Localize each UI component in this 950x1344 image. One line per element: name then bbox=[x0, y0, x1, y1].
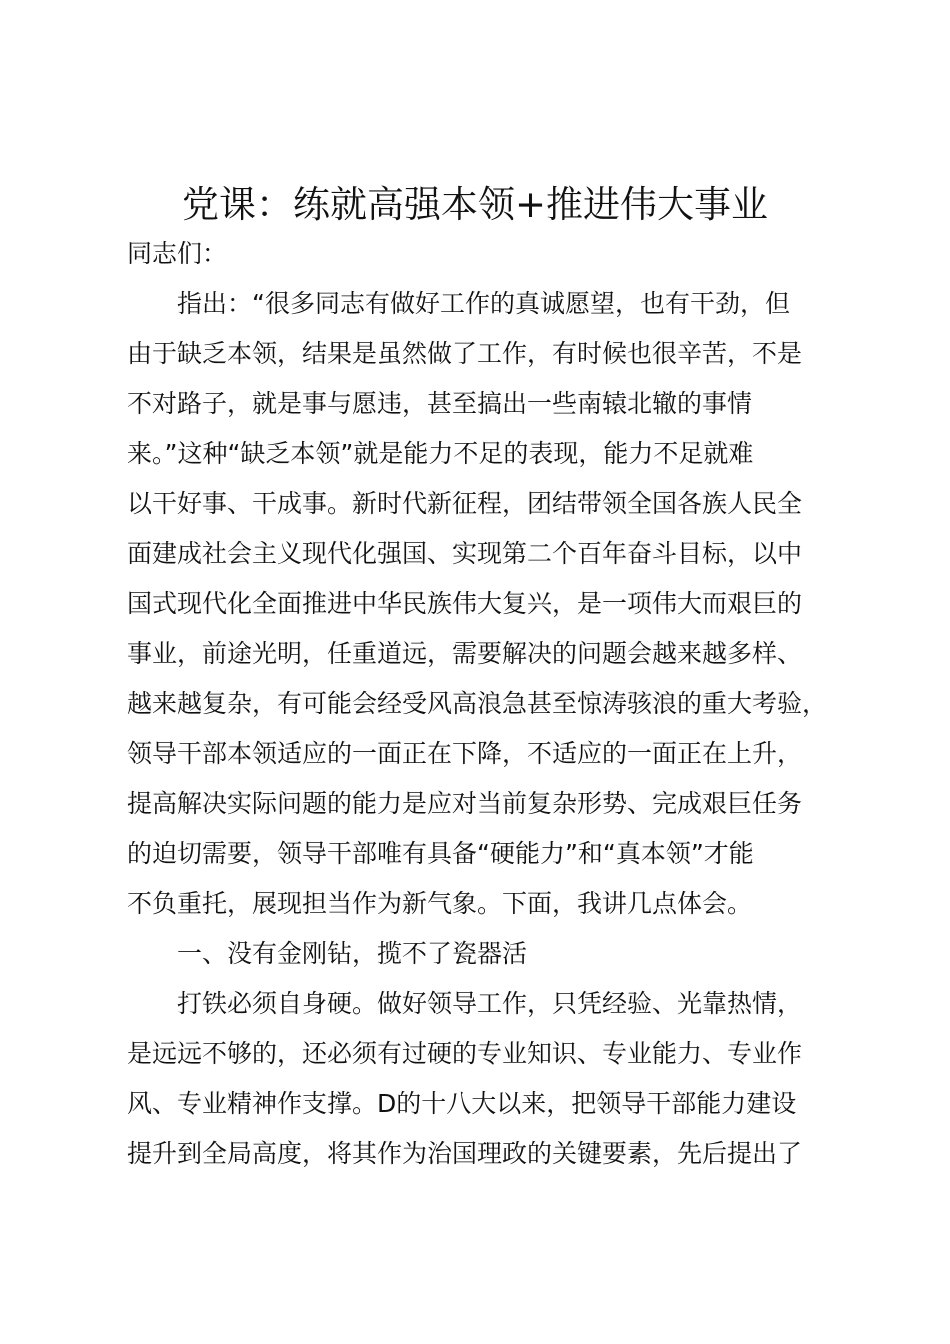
paragraph-line: 由于缺乏本领，结果是虽然做了工作，有时候也很辛苦，不是 bbox=[127, 339, 803, 368]
paragraph-line: 指出：“很多同志有做好工作的真诚愿望，也有干劲，但 bbox=[177, 289, 790, 318]
paragraph-line: 不负重托，展现担当作为新气象。下面，我讲几点体会。 bbox=[127, 889, 753, 918]
paragraph-line: 面建成社会主义现代化强国、实现第二个百年奋斗目标，以中 bbox=[127, 539, 803, 568]
paragraph-line: 来。”这种“缺乏本领”就是能力不足的表现，能力不足就难 bbox=[127, 439, 754, 468]
paragraph-line: 打铁必须自身硬。做好领导工作，只凭经验、光靠热情， bbox=[177, 989, 803, 1018]
paragraph-line: 是远远不够的，还必须有过硬的专业知识、专业能力、专业作 bbox=[127, 1039, 803, 1068]
paragraph-line: 领导干部本领适应的一面正在下降，不适应的一面正在上升， bbox=[127, 739, 803, 768]
paragraph-line: 国式现代化全面推进中华民族伟大复兴，是一项伟大而艰巨的 bbox=[127, 589, 803, 618]
paragraph-line: 提升到全局高度，将其作为治国理政的关键要素，先后提出了 bbox=[127, 1139, 803, 1168]
paragraph-line: 以干好事、干成事。新时代新征程，团结带领全国各族人民全 bbox=[127, 489, 803, 518]
paragraph-line: 不对路子，就是事与愿违，甚至搞出一些南辕北辙的事情 bbox=[127, 389, 753, 418]
paragraph-line: 提高解决实际问题的能力是应对当前复杂形势、完成艰巨任务 bbox=[127, 789, 803, 818]
paragraph-line: 的迫切需要，领导干部唯有具备“硬能力”和“真本领”才能 bbox=[127, 839, 754, 868]
paragraph-line: 越来越复杂，有可能会经受风高浪急甚至惊涛骇浪的重大考验， bbox=[127, 689, 828, 718]
paragraph-line: 风、专业精神作支撑。D的十八大以来，把领导干部能力建设 bbox=[127, 1089, 797, 1118]
paragraph-line: 事业，前途光明，任重道远，需要解决的问题会越来越多样、 bbox=[127, 639, 803, 668]
salutation: 同志们： bbox=[127, 239, 228, 268]
section-heading: 一、没有金刚钻，揽不了瓷器活 bbox=[177, 939, 528, 968]
document-title: 党课：练就高强本领+推进伟大事业 bbox=[181, 183, 768, 226]
